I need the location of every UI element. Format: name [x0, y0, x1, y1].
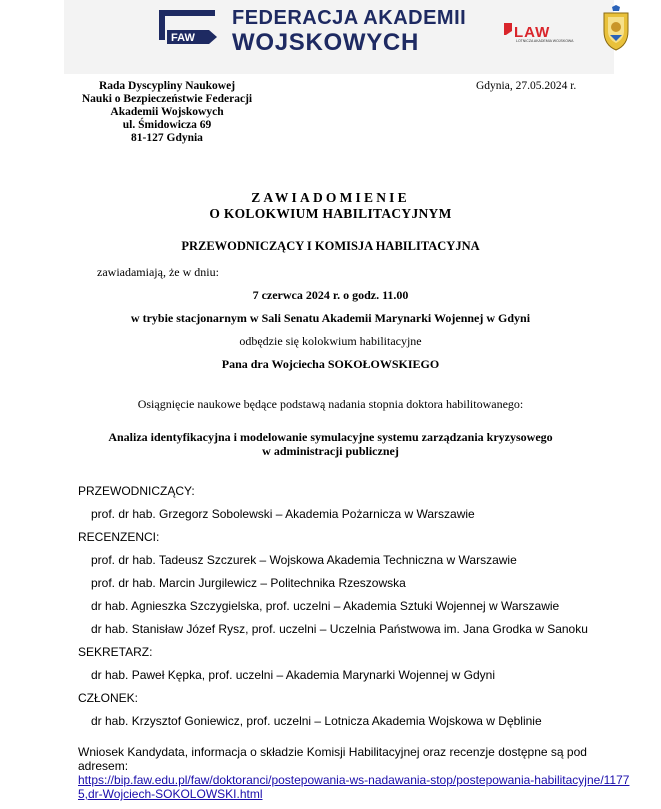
notice-heading: PRZEWODNICZĄCY I KOMISJA HABILITACYJNA — [181, 239, 480, 253]
footer-text: Wniosek Kandydata, informacja o składzie Komisji Habilitacyjnej oraz recenzje dostępne są pod adresem: — [78, 745, 587, 773]
faw-name-line2: WOJSKOWYCH — [232, 29, 419, 56]
bip-link[interactable]: https://bip.faw.edu.pl/faw/doktoranci/postepowania-ws-nadawania-stop/postepowania-habilitacyjne/11775,dr-Wojciech-SOKOLOWSKI.html — [78, 773, 630, 801]
sender-line: Nauki o Bezpieczeństwie Federacji — [81, 93, 253, 105]
sender-address — [70, 80, 264, 145]
reviewers-label: RECENZENCI: — [78, 530, 160, 544]
footer-note — [78, 745, 638, 801]
notice-intro: zawiadamiają, że w dniu: — [97, 265, 219, 279]
sender-line: ul. Śmidowicza 69 — [122, 119, 212, 131]
law-logo — [502, 21, 584, 49]
reviewer-item: dr hab. Stanisław Józef Rysz, prof. uczelni – Uczelnia Państwowa im. Jana Grodka w Sanoku — [91, 622, 588, 636]
work-title-line: w administracji publicznej — [262, 444, 399, 458]
chair-member: prof. dr hab. Grzegorz Sobolewski – Akademia Pożarnicza w Warszawie — [91, 507, 475, 521]
place-date: Gdynia, 27.05.2024 r. — [476, 80, 577, 92]
sender-line: Akademii Wojskowych — [110, 106, 224, 118]
law-subtitle: LOTNICZA AKADEMIA WOJSKOWA — [516, 39, 574, 43]
notice-title: ZAWIADOMIENIE — [251, 190, 410, 205]
faw-name-line1: FEDERACJA AKADEMII — [232, 7, 467, 29]
reviewer-item: prof. dr hab. Marcin Jurgilewicz – Politechnika Rzeszowska — [91, 576, 406, 590]
work-title-line: Analiza identyfikacyjna i modelowanie symulacyjne systemu zarządzania kryzysowego — [108, 430, 553, 444]
secretary-member: dr hab. Paweł Kępka, prof. uczelni – Akademia Marynarki Wojennej w Gdyni — [91, 668, 495, 682]
colloquium-venue: w trybie stacjonarnym w Sali Senatu Akademii Marynarki Wojennej w Gdyni — [130, 311, 531, 325]
secretary-label: SEKRETARZ: — [78, 645, 153, 659]
chair-label: PRZEWODNICZĄCY: — [78, 484, 195, 498]
letterhead — [64, 0, 614, 74]
faw-logo — [159, 6, 219, 52]
sender-line: Rada Dyscypliny Naukowej — [98, 80, 236, 92]
reviewer-item: prof. dr hab. Tadeusz Szczurek – Wojskowa Akademia Techniczna w Warszawie — [91, 553, 517, 567]
colloquium-date: 7 czerwca 2024 r. o godz. 11.00 — [252, 288, 409, 302]
faw-logo-text: FAW — [171, 32, 195, 44]
sender-line: 81-127 Gdynia — [131, 132, 203, 144]
colloquium-event: odbędzie się kolokwium habilitacyjne — [239, 334, 422, 348]
achievement-intro: Osiągnięcie naukowe będące podstawą nadania stopnia doktora habilitowanego: — [137, 397, 524, 411]
faw-name — [232, 8, 466, 55]
reviewer-item: dr hab. Agnieszka Szczygielska, prof. uczelni – Akademia Sztuki Wojennej w Warszawie — [91, 599, 560, 613]
crest-icon — [600, 5, 632, 51]
candidate-name: Pana dra Wojciecha SOKOŁOWSKIEGO — [221, 357, 440, 371]
committee-member: dr hab. Krzysztof Goniewicz, prof. uczelni – Lotnicza Akademia Wojskowa w Dęblinie — [91, 714, 542, 728]
work-title — [0, 430, 661, 458]
notice-subtitle: O KOLOKWIUM HABILITACYJNYM — [209, 206, 452, 221]
law-logo-text: LAW — [514, 24, 551, 41]
member-label: CZŁONEK: — [78, 691, 139, 705]
